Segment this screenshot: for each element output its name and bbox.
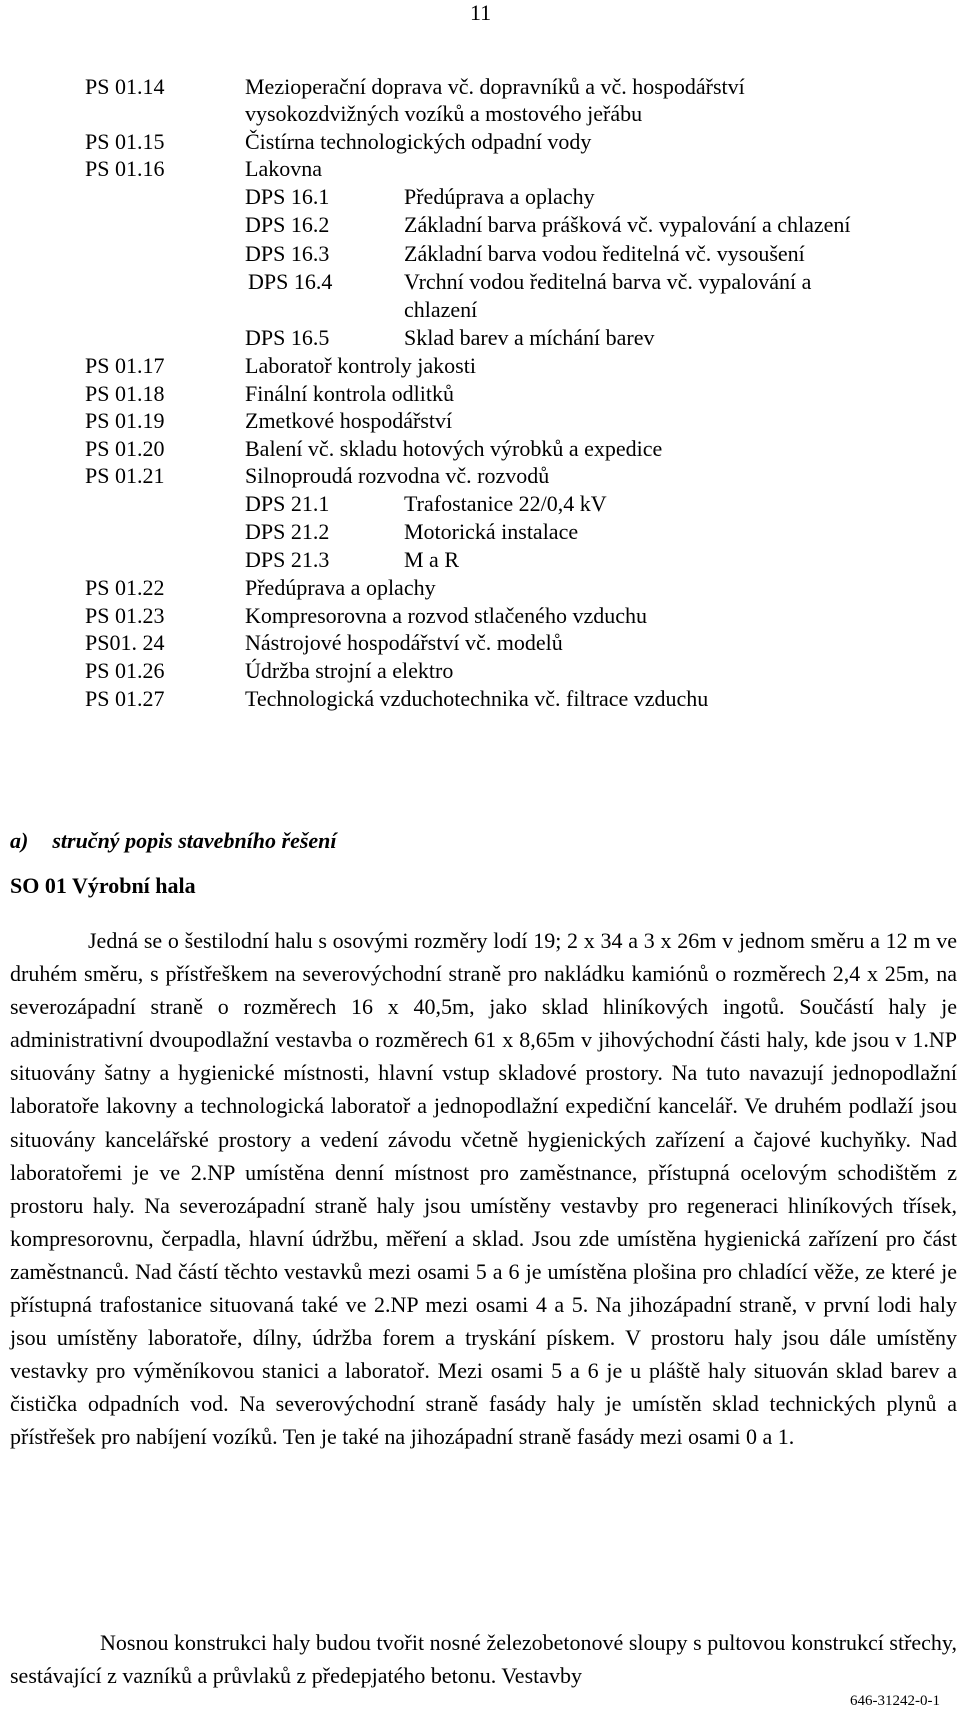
list-subitem (0, 211, 960, 239)
item-code: PS 01.27 (85, 686, 165, 711)
section-title: stručný popis stavebního řešení (52, 828, 337, 853)
item-text: Údržba strojní a elektro (245, 658, 454, 683)
description-paragraph: Nosnou konstrukci haly budou tvořit nosné železobetonové sloupy s pultovou konstrukcí střechy, sestávající z vazníků a průvlaků z předepjatého betonu. Vestavby (10, 1630, 957, 1689)
subitem-code: DPS 16.4 (248, 269, 333, 294)
list-subitem (0, 296, 960, 324)
item-text: Zmetkové hospodářství (245, 408, 453, 433)
subitem-code: DPS 21.1 (245, 491, 330, 516)
subitem-code: DPS 16.2 (245, 212, 330, 237)
subitem-code: DPS 21.3 (245, 547, 330, 572)
item-code: PS 01.16 (85, 156, 165, 181)
item-code: PS 01.15 (85, 129, 165, 154)
document-id: 646-31242-0-1 (850, 1693, 940, 1709)
list-item (0, 128, 960, 156)
list-item (0, 657, 960, 685)
description-paragraph: Jedná se o šestilodní halu s osovými rozměry lodí 19; 2 x 34 a 3 x 26m v jednom směru a 12 m ve druhém směru, s přístřeškem na severovýchodní straně pro nakládku kamiónů o rozměrech 2,4 x 25m, na severozápadní straně o rozměrech 16 x 40,5m, jako sklad hliníkových ingotů. Součástí haly je administrativní dvoupodlažní vestavba o rozměrech 61 x 8,65m v jihovýchodní části haly, kde jsou v 1.NP situovány šatny a hygienické místnosti, hlavní vstup skladové prostory. Na tuto navazují jednopodlažní laboratoře lakovny a technologická laboratoř a jednopodlažní expediční kancelář. Ve druhém podlaží jsou situovány kancelářské prostory a vedení závodu včetně hygienických zařízení a čajové kuchyňky. Nad laboratořemi je ve 2.NP umístěna denní místnost pro zaměstnance, přístupná ocelovým schodištěm z prostoru haly. Na severozápadní straně haly jsou umístěny vestavby pro regeneraci hliníkových třísek, kompresorovnu, čerpadla, hlavní údržbu, měření a sklad. Jsou zde umístěna hygienická zařízení pro část zaměstnanců. Nad částí těchto vestavků mezi osami 5 a 6 je umístěna plošina pro chladící věže, ze které je přístupná trafostanice situovaná také ve 2.NP mezi osami 4 a 5. Na jihozápadní straně, v první lodi haly jsou umístěny laboratoře, dílny, údržba forem a tryskání pískem. V prostoru haly jsou dále umístěny vestavky pro výměníkovou stanici a laboratoř. Mezi osami 5 a 6 je u pláště haly situován sklad barev a čistička odpadních vod. Na severovýchodní straně fasády haly je umístěn sklad technických plynů a přístřešek pro nabíjení vozíků. Ten je také na jihozápadní straně fasády mezi osami 0 a 1. (10, 928, 957, 1450)
subitem-text: Motorická instalace (404, 519, 579, 544)
list-item (0, 602, 960, 630)
subitem-code: DPS 16.5 (245, 325, 330, 350)
item-code: PS 01.20 (85, 436, 165, 461)
subitem-text: Vrchní vodou ředitelná barva vč. vypalování a (404, 269, 812, 294)
item-text: Silnoproudá rozvodna vč. rozvodů (245, 463, 550, 488)
subitem-text: Základní barva prášková vč. vypalování a chlazení (404, 212, 851, 237)
item-code: PS 01.26 (85, 658, 165, 683)
item-code: PS 01.21 (85, 463, 165, 488)
page-number: 11 (470, 0, 492, 25)
list-item (0, 574, 960, 602)
item-code: PS 01.17 (85, 353, 165, 378)
subitem-code: DPS 16.1 (245, 184, 330, 209)
section-label: a) (10, 828, 29, 853)
item-text: Čistírna technologických odpadní vody (245, 129, 592, 154)
item-text: Finální kontrola odlitků (245, 381, 454, 406)
item-code: PS 01.18 (85, 381, 165, 406)
list-subitem (0, 268, 960, 296)
list-item (0, 352, 960, 380)
list-subitem (0, 183, 960, 211)
object-title: SO 01 Výrobní hala (10, 873, 196, 898)
subitem-text: M a R (404, 547, 459, 572)
item-text: Předúprava a oplachy (245, 575, 436, 600)
subitem-text: chlazení (404, 297, 478, 322)
list-subitem (0, 546, 960, 574)
section-heading (10, 828, 337, 854)
list-item (0, 73, 960, 101)
list-subitem (0, 490, 960, 518)
list-item (0, 462, 960, 490)
item-code: PS 01.14 (85, 74, 165, 99)
item-text: Kompresorovna a rozvod stlačeného vzduchu (245, 603, 647, 628)
item-text: vysokozdvižných vozíků a mostového jeřábu (245, 101, 643, 126)
item-code: PS 01.22 (85, 575, 165, 600)
list-item (0, 100, 960, 128)
item-text: Mezioperační doprava vč. dopravníků a vč. hospodářství (245, 74, 745, 99)
item-code: PS 01.23 (85, 603, 165, 628)
list-item (0, 380, 960, 408)
list-item (0, 407, 960, 435)
subitem-text: Trafostanice 22/0,4 kV (404, 491, 607, 516)
item-text: Nástrojové hospodářství vč. modelů (245, 630, 563, 655)
subitem-text: Základní barva vodou ředitelná vč. vysoušení (404, 241, 805, 266)
list-item (0, 685, 960, 713)
item-text: Lakovna (245, 156, 322, 181)
item-text: Laboratoř kontroly jakosti (245, 353, 476, 378)
list-subitem (0, 518, 960, 546)
list-subitem (0, 324, 960, 352)
subitem-text: Předúprava a oplachy (404, 184, 595, 209)
item-code: PS 01.19 (85, 408, 165, 433)
subitem-code: DPS 21.2 (245, 519, 330, 544)
subitem-text: Sklad barev a míchání barev (404, 325, 655, 350)
list-item (0, 629, 960, 657)
item-code: PS01. 24 (85, 630, 165, 655)
item-text: Technologická vzduchotechnika vč. filtrace vzduchu (245, 686, 709, 711)
list-item (0, 155, 960, 183)
list-subitem (0, 240, 960, 268)
item-text: Balení vč. skladu hotových výrobků a expedice (245, 436, 663, 461)
list-item (0, 435, 960, 463)
subitem-code: DPS 16.3 (245, 241, 330, 266)
